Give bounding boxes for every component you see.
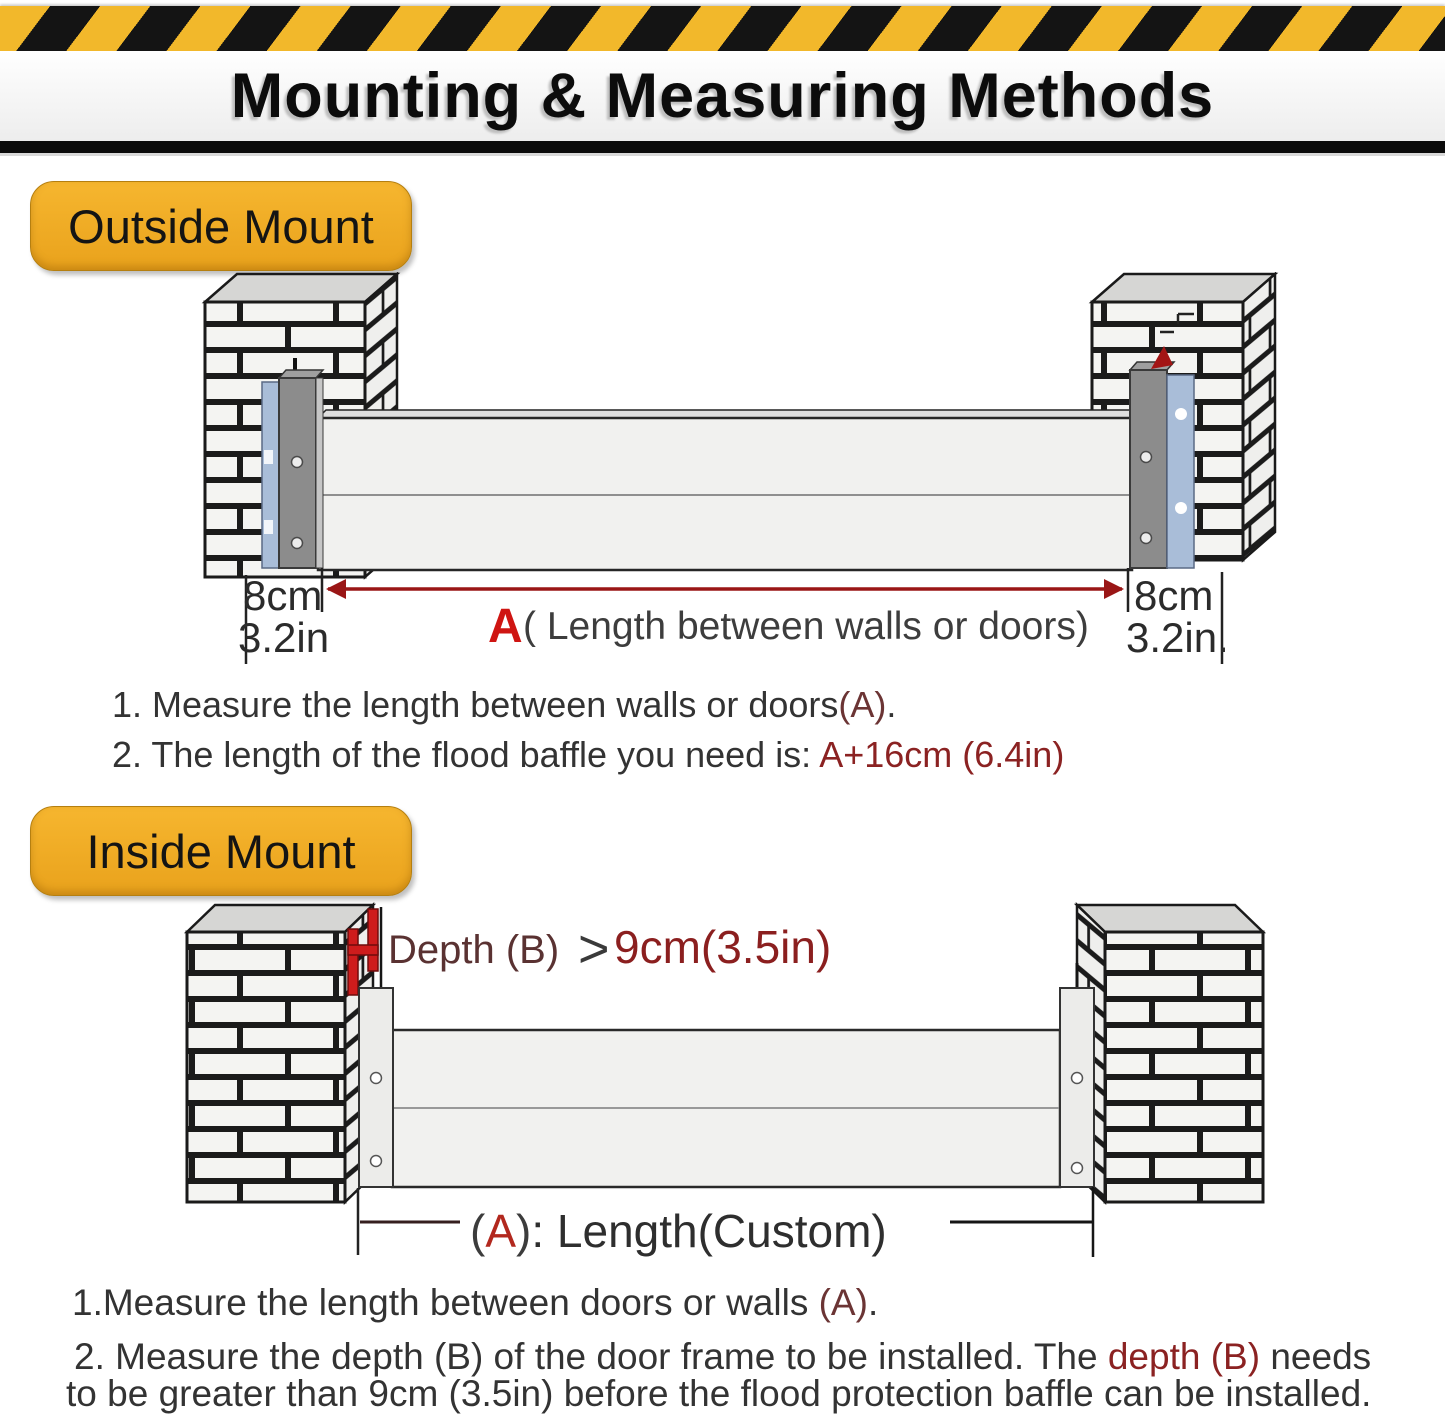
outside-mount-badge [30, 181, 412, 271]
inside-step-1 [72, 1283, 878, 1323]
left-mount-bracket [359, 988, 393, 1187]
depth-label: Depth (B) [388, 928, 560, 972]
screw-icon [292, 538, 303, 549]
step-text: . [867, 1282, 879, 1323]
step-highlight: depth (B) [1107, 1336, 1261, 1377]
left-mount-bracket [262, 358, 323, 568]
screw-icon [1175, 408, 1187, 420]
custom-length-label: (A): Length(Custom) [470, 1205, 887, 1257]
length-a-caption: ( Length between walls or doors) [523, 605, 1089, 648]
step-highlight: A+16cm (6.4in) [819, 734, 1065, 775]
screw-icon [1072, 1073, 1083, 1084]
screw-icon [371, 1156, 382, 1167]
left-offset-cm: 8cm [243, 572, 323, 619]
step-text: . [886, 684, 897, 725]
outside-mount-badge-label: Outside Mount [68, 199, 374, 253]
screw-icon [1141, 533, 1152, 544]
screw-icon [371, 1073, 382, 1084]
flood-barrier [318, 410, 1140, 570]
step-text: to be greater than 9cm (3.5in) before the flood protection baffle can be installed. [66, 1373, 1372, 1414]
left-offset-in: 3.2in [238, 614, 330, 661]
title-band [0, 51, 1445, 141]
step-text: 2. Measure the depth (B) of the door frame to be installed. The [74, 1336, 1108, 1377]
step-text: 1. Measure the length between walls or doors [112, 684, 839, 725]
greater-than-sign: > [578, 919, 610, 979]
step-highlight: (A) [818, 1282, 868, 1323]
arrow-right-icon [1104, 579, 1124, 599]
left-pillar [187, 905, 373, 1202]
hazard-tape [0, 6, 1445, 51]
right-pillar [1077, 905, 1263, 1202]
screw-icon [1072, 1163, 1083, 1174]
outside-step-2 [112, 735, 1064, 775]
right-mount-bracket [1130, 346, 1194, 568]
screw-icon [292, 457, 303, 468]
right-mount-bracket [1060, 963, 1094, 1187]
outside-step-1 [112, 685, 896, 725]
step-text: needs [1260, 1336, 1372, 1377]
inside-mount-badge-label: Inside Mount [86, 824, 356, 878]
step-highlight: (A) [838, 684, 887, 725]
inside-step-2 [74, 1337, 1371, 1377]
inside-mount-badge [30, 806, 412, 896]
inside-step-2-continued [66, 1374, 1371, 1414]
right-offset-in: 3.2in. [1126, 614, 1229, 661]
step-text: 2. The length of the flood baffle you need is: [112, 734, 820, 775]
arrow-left-icon [326, 579, 346, 599]
screw-icon [1175, 502, 1187, 514]
flood-barrier [392, 1030, 1060, 1187]
length-a-letter: A [488, 600, 523, 653]
outside-mount-diagram [0, 272, 1445, 682]
step-text: 1.Measure the length between doors or walls [72, 1282, 819, 1323]
right-offset-cm: 8cm [1134, 572, 1214, 619]
depth-value: 9cm(3.5in) [614, 921, 832, 973]
screw-icon [1141, 452, 1152, 463]
title-divider [0, 141, 1445, 153]
page-title: Mounting & Measuring Methods [230, 61, 1215, 131]
inside-mount-diagram [0, 895, 1445, 1295]
